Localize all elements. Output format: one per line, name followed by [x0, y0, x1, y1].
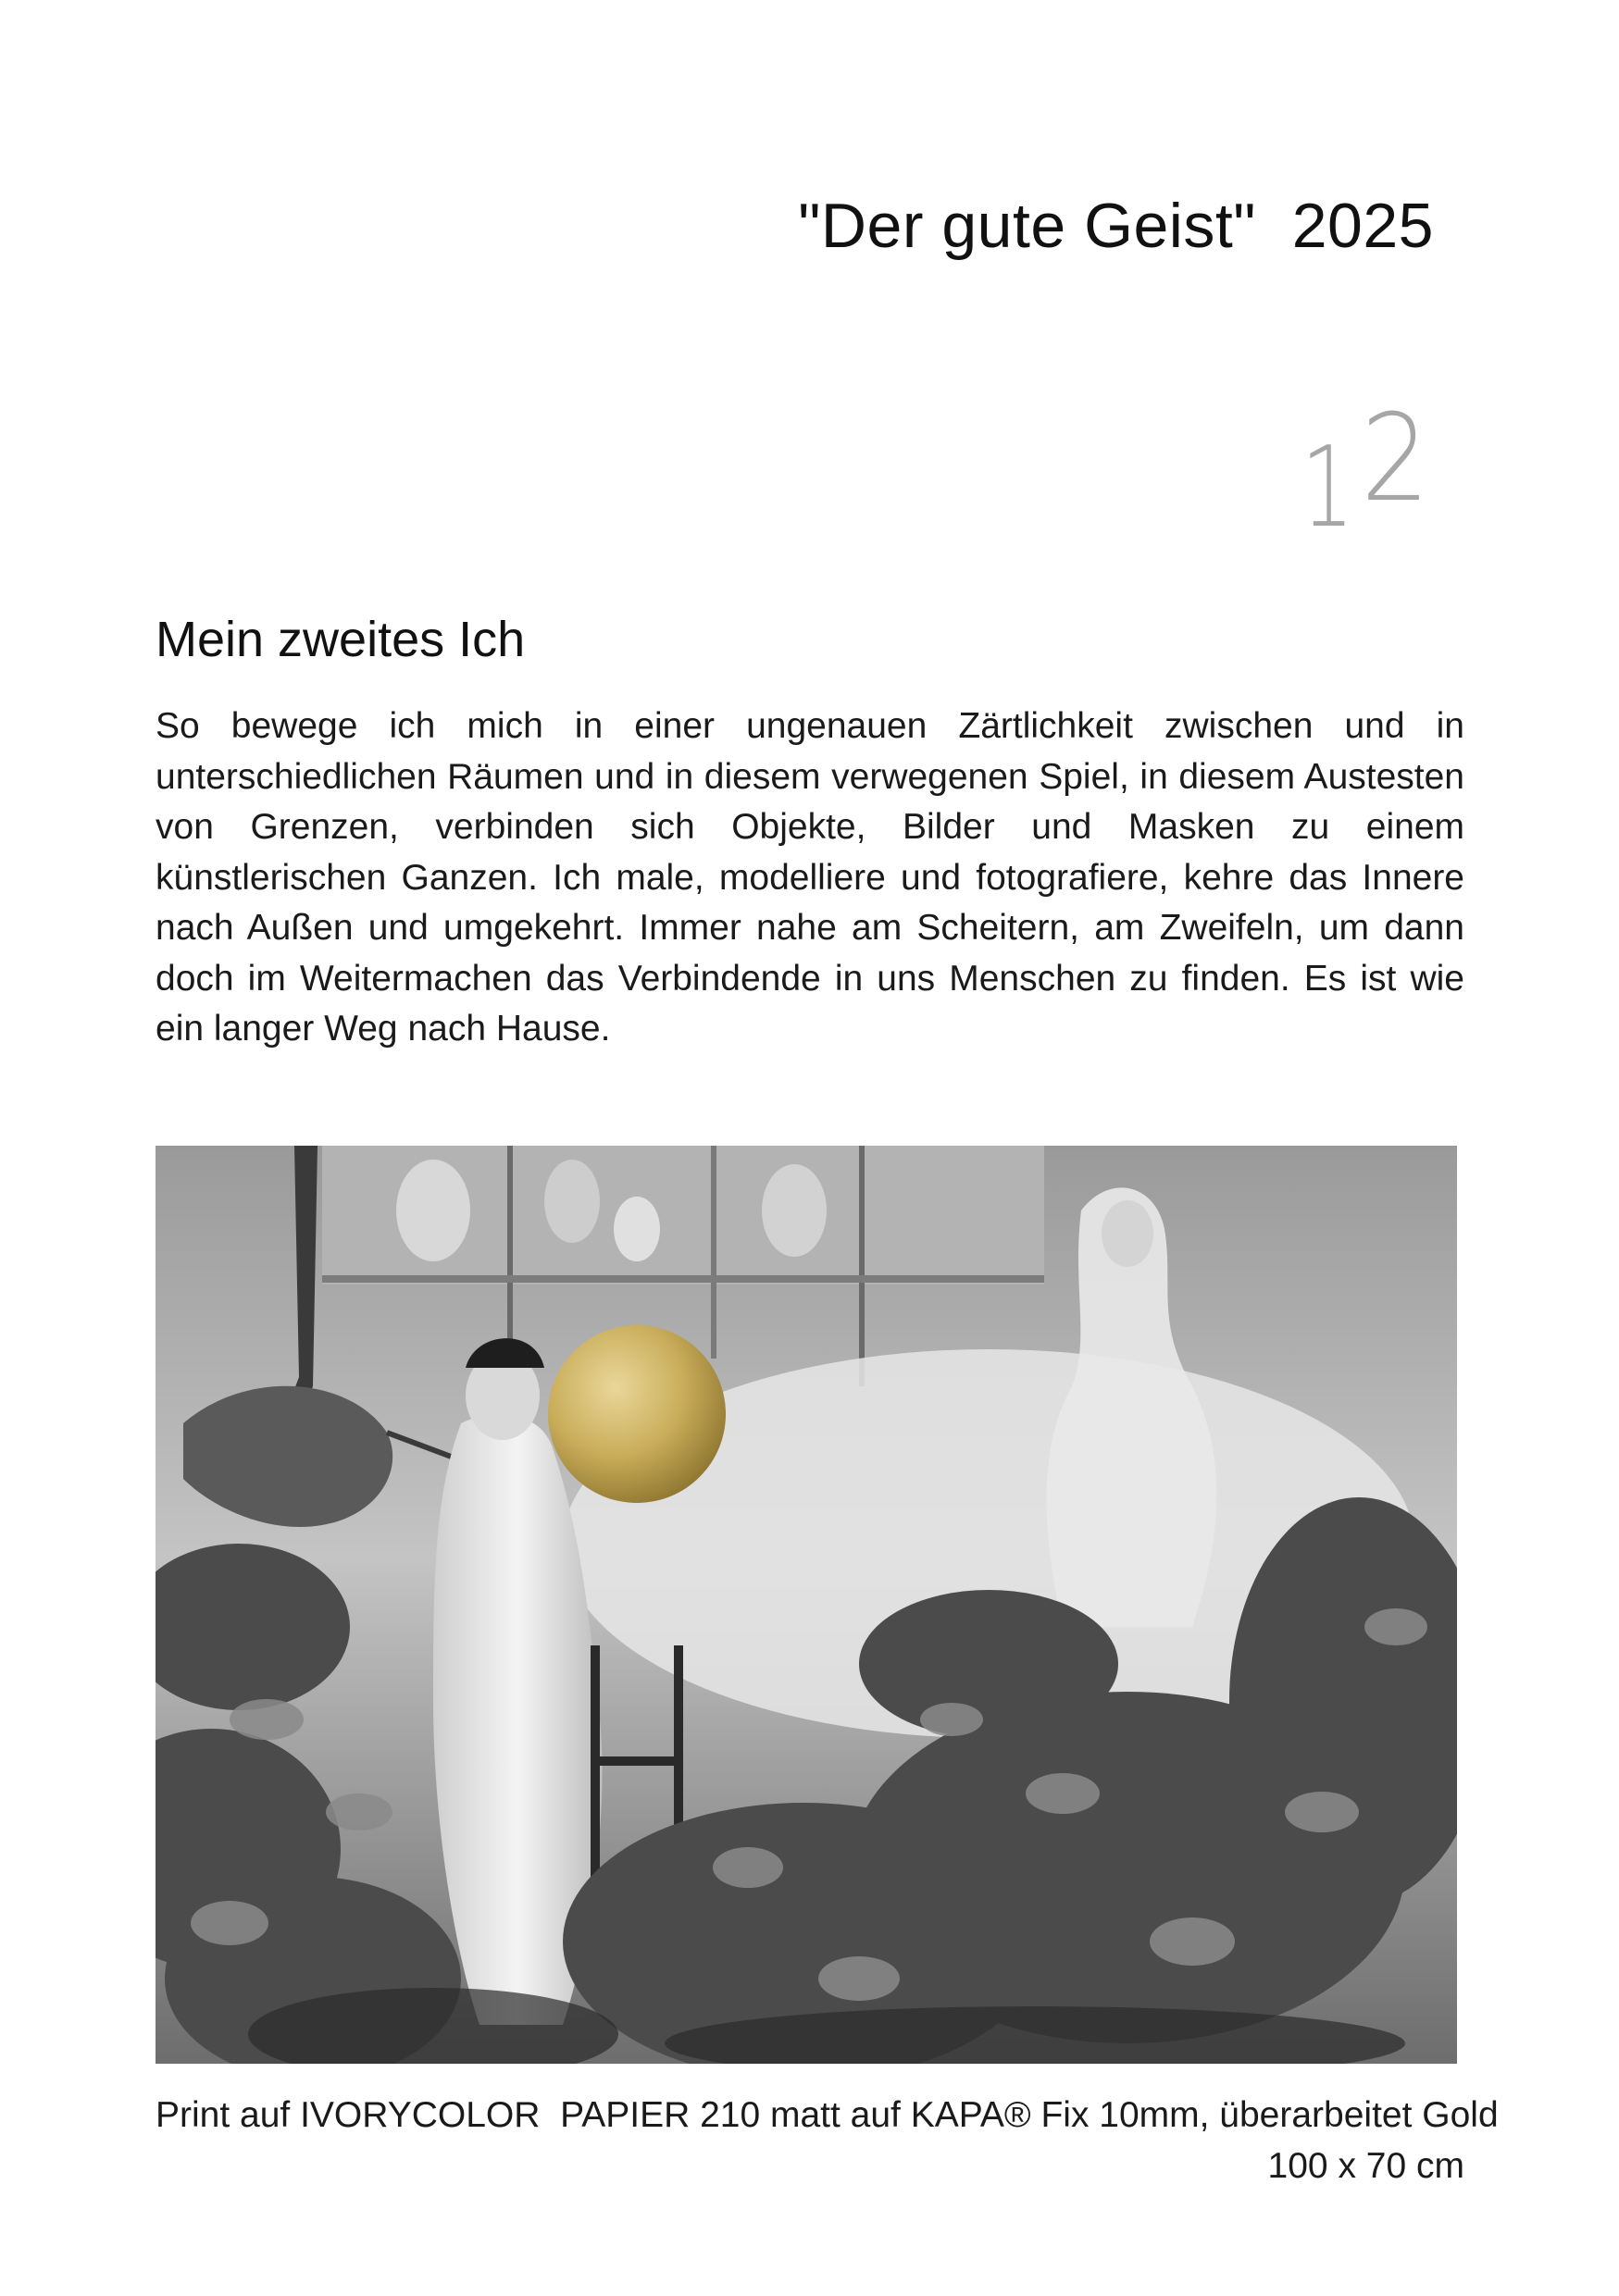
- month-digit-one: 1: [1301, 424, 1354, 552]
- section-heading: Mein zweites Ich: [156, 612, 526, 667]
- month-digit-two: 2: [1361, 388, 1430, 528]
- month-number: [1292, 388, 1434, 552]
- artwork-photo: [156, 1146, 1457, 2064]
- caption-material: Print auf IVORYCOLOR PAPIER 210 matt auf KAPA® Fix 10mm, überarbeitet Gold: [156, 2095, 1499, 2135]
- caption-dimensions: 100 x 70 cm: [1267, 2146, 1464, 2186]
- page-title: "Der gute Geist" 2025: [798, 191, 1434, 261]
- caption: [156, 2090, 1499, 2191]
- body-text: So bewege ich mich in einer ungenauen Zärtlichkeit zwischen und in unterschiedlichen Räumen und in diesem verwegenen Spiel, in diesem Austesten von Grenzen, verbinden sich Objekte, Bilder und Masken zu einem künstlerischen Ganzen. Ich male, modelliere und fotografiere, kehre das Innere nach Außen und umgekehrt. Immer nahe am Scheitern, am Zweifeln, um dann doch im Weitermachen das Verbindende in uns Menschen zu finden. Es ist wie ein langer Weg nach Hause.: [156, 706, 1464, 1049]
